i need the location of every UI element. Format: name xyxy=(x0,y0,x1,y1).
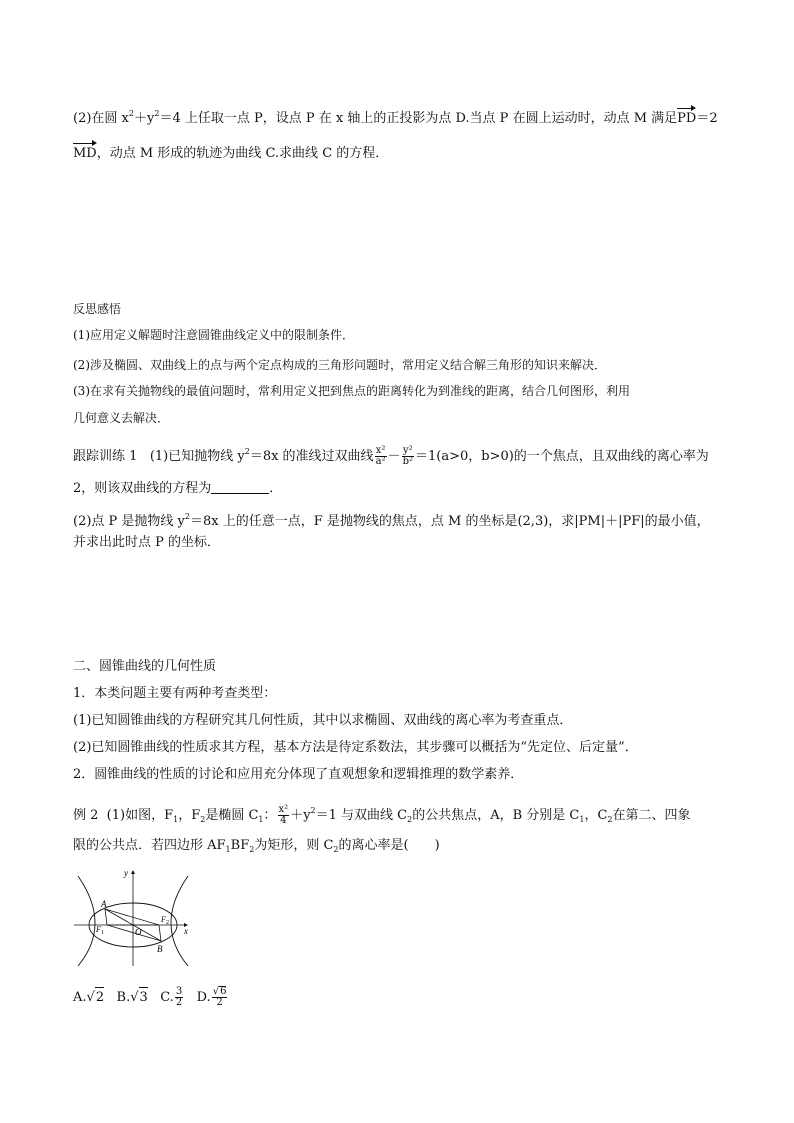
example-2-line1: 例 2 (1)如图，$F_1$，$F_2$是椭圆 $C_1$： $\frac{\text{x²}}{4}$ $+y^2=1$ 与双曲线 $C_2$的公共焦点，A，B 分别是 $C_1$，$C_2$在第二、四象 xyxy=(73,804,691,826)
choice-b[interactable]: B.√3 xyxy=(117,990,148,1005)
reflect-item-2: (2)涉及椭圆、双曲线上的点与两个定点构成的三角形问题时，常用定义结合解三角形的知识来解决． xyxy=(73,358,607,372)
section-2-line3: (2)已知圆锥曲线的性质求其方程，基本方法是待定系数法，其步骤可以概括为“先定位、后定量”． xyxy=(73,740,638,755)
track-line1: 跟踪训练 1 (1)已知抛物线 $y^2=8x$ 的准线过双曲线 $\frac{\text{x²}}{\text{a²}}$ － $\frac{\text{y²}}{\text{b²}}$ ＝1(a>0，b>0)的一个焦点，且双曲线的离心率为 xyxy=(73,445,709,467)
section-2-line1: 1．本类问题主要有两种考查类型： xyxy=(73,686,277,701)
label-y: y xyxy=(124,868,128,878)
question-2-line1: (2)在圆 $x^2+y^2=4$ 上任取一点 P，设点 P 在 x 轴上的正投影为点 D.当点 P 在圆上运动时，动点 M 满足PD＝2 xyxy=(73,104,733,129)
answer-blank xyxy=(211,481,269,494)
vector-md: MD xyxy=(73,144,97,164)
reflect-item-1: (1)应用定义解题时注意圆锥曲线定义中的限制条件． xyxy=(73,328,355,342)
label-b: B xyxy=(157,944,163,954)
reflect-item-3: (3)在求有关抛物线的最值问题时，常利用定义把到焦点的距离转化为到准线的距离，结合几何图形，利用 xyxy=(73,384,631,398)
label-o: O xyxy=(135,927,142,937)
fraction-x2-4: $\frac{\text{x²}}{4}$ xyxy=(278,804,289,826)
example-2-line2: 限的公共点．若四边形 $AF_1BF_2$为矩形，则 $C_2$的离心率是( ) xyxy=(73,838,440,854)
track-line3: (2)点 P 是抛物线 $y^2=8x$ 上的任意一点，F 是抛物线的焦点，点 M 的坐标是(2,3)，求|PM|＋|PF|的最小值， xyxy=(73,512,710,529)
hyperbola-left-branch xyxy=(78,876,95,966)
label-f2-sub: 2 xyxy=(166,920,169,926)
track-line2: 2，则该双曲线的方程为 ． xyxy=(73,481,283,496)
section-2-line2: (1)已知圆锥曲线的方程研究其几何性质，其中以求椭圆、双曲线的离心率为考查重点． xyxy=(73,713,573,728)
choices-row xyxy=(73,986,733,1008)
label-x: x xyxy=(184,926,188,936)
choice-d[interactable]: D. $\frac{√6}{2}$ xyxy=(196,986,227,1008)
hyperbola-right-branch xyxy=(171,876,188,966)
label-a: A xyxy=(101,899,107,909)
choice-c[interactable]: C. $\frac{3}{2}$ xyxy=(160,985,183,1008)
fraction-x2-a2: $\frac{\text{x²}}{\text{a²}}$ xyxy=(375,445,386,467)
track-line4: 并求出此时点 P 的坐标． xyxy=(73,535,221,550)
label-f1: F xyxy=(96,925,101,934)
fraction-y2-b2: $\frac{\text{y²}}{\text{b²}}$ xyxy=(402,445,413,467)
label-f2: F xyxy=(161,915,166,924)
y-axis-arrow xyxy=(131,870,135,874)
section-2-title: 二、圆锥曲线的几何性质 xyxy=(73,659,217,674)
reflect-title: 反思感悟 xyxy=(73,302,122,316)
section-2-line4: 2．圆锥曲线的性质的讨论和应用充分体现了直观想象和逻辑推理的数学素养． xyxy=(73,767,524,782)
reflect-item-4: 几何意义去解决． xyxy=(73,411,170,425)
choice-a[interactable]: A.√2 xyxy=(73,990,104,1005)
vector-pd: PD xyxy=(677,109,696,129)
ellipse-hyperbola-figure xyxy=(72,862,196,966)
label-f1-sub: 1 xyxy=(101,930,104,936)
question-2-line2: MD，动点 M 形成的轨迹为曲线 C.求曲线 C 的方程． xyxy=(73,144,733,164)
